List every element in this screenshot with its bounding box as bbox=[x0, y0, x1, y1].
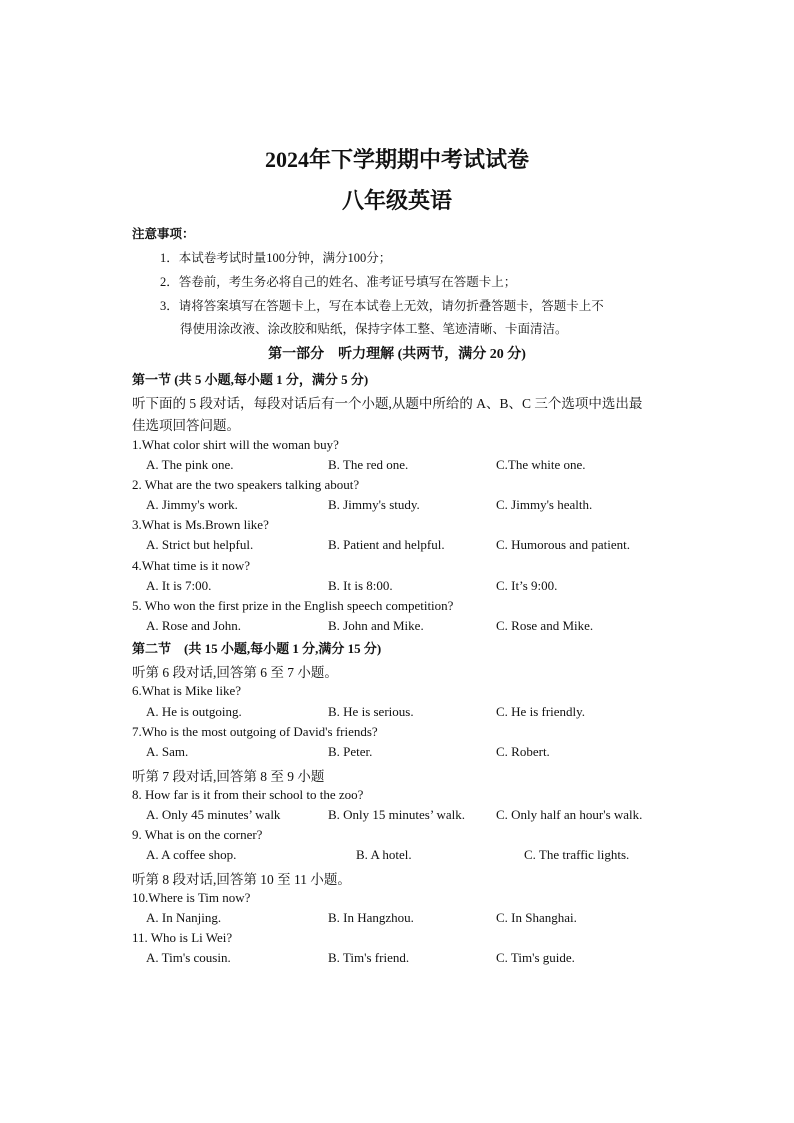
q6-option-b: B. He is serious. bbox=[328, 704, 414, 719]
question-3: 3.What is Ms.Brown like? bbox=[132, 517, 269, 532]
note-item-2: 2．答卷前，考生务必将自己的姓名、准考证号填写在答题卡上； bbox=[160, 275, 517, 289]
exam-subtitle: 八年级英语 bbox=[341, 188, 452, 213]
q6-option-a: A. He is outgoing. bbox=[146, 704, 242, 719]
q10-option-c: C. In Shanghai. bbox=[496, 910, 577, 925]
q3-option-c: C. Humorous and patient. bbox=[496, 537, 630, 552]
q3-option-a: A. Strict but helpful. bbox=[146, 537, 254, 552]
q5-option-c: C. Rose and Mike. bbox=[496, 618, 594, 633]
question-9: 9. What is on the corner? bbox=[132, 827, 263, 842]
part-one-heading: 第一部分 听力理解 (共两节，满分 20 分) bbox=[268, 347, 526, 362]
instruction-q6-7: 听第 6 段对话,回答第 6 至 7 小题。 bbox=[132, 665, 338, 680]
exam-title: 2024年下学期期中考试试卷 bbox=[264, 147, 529, 172]
instruction-q10-11: 听第 8 段对话,回答第 10 至 11 小题。 bbox=[132, 872, 351, 887]
q5-option-a: A. Rose and John. bbox=[146, 618, 241, 633]
q1-option-c: C.The white one. bbox=[496, 457, 586, 472]
q9-option-b: B. A hotel. bbox=[356, 847, 412, 862]
q11-option-a: A. Tim's cousin. bbox=[146, 950, 231, 965]
question-11: 11. Who is Li Wei? bbox=[132, 930, 233, 945]
question-8: 8. How far is it from their school to the zoo? bbox=[132, 787, 364, 802]
section-one-instruction-line2: 佳选项回答问题。 bbox=[132, 418, 240, 433]
q2-option-b: B. Jimmy's study. bbox=[328, 497, 420, 512]
question-4: 4.What time is it now? bbox=[132, 558, 251, 573]
q7-option-a: A. Sam. bbox=[146, 744, 189, 759]
q11-option-b: B. Tim's friend. bbox=[328, 950, 410, 965]
note-item-3: 3．请将答案填写在答题卡上，写在本试卷上无效，请勿折叠答题卡，答题卡上不 bbox=[160, 299, 604, 313]
note-item-3-cont: 得使用涂改液、涂改胶和贴纸，保持字体工整、笔迹清晰、卡面清洁。 bbox=[180, 322, 568, 336]
section-one-heading: 第一节 (共 5 小题,每小题 1 分，满分 5 分) bbox=[132, 372, 369, 387]
q8-option-c: C. Only half an hour's walk. bbox=[496, 807, 643, 822]
question-10: 10.Where is Tim now? bbox=[132, 890, 251, 905]
q8-option-b: B. Only 15 minutes’ walk. bbox=[328, 807, 465, 822]
q10-option-a: A. In Nanjing. bbox=[146, 910, 222, 925]
q7-option-b: B. Peter. bbox=[328, 744, 373, 759]
note-item-1: 1．本试卷考试时量100分钟，满分100分； bbox=[160, 251, 392, 265]
q8-option-a: A. Only 45 minutes’ walk bbox=[146, 807, 281, 822]
q3-option-b: B. Patient and helpful. bbox=[328, 537, 445, 552]
q9-option-c: C. The traffic lights. bbox=[524, 847, 630, 862]
question-2: 2. What are the two speakers talking about? bbox=[132, 477, 360, 492]
section-two-heading: 第二节 (共 15 小题,每小题 1 分,满分 15 分) bbox=[132, 641, 382, 656]
q11-option-c: C. Tim's guide. bbox=[496, 950, 575, 965]
q1-option-a: A. The pink one. bbox=[146, 457, 234, 472]
q1-option-b: B. The red one. bbox=[328, 457, 409, 472]
q2-option-a: A. Jimmy's work. bbox=[146, 497, 238, 512]
q4-option-a: A. It is 7:00. bbox=[146, 578, 212, 593]
q5-option-b: B. John and Mike. bbox=[328, 618, 424, 633]
section-one-instruction-line1: 听下面的 5 段对话，每段对话后有一个小题,从题中所给的 A、B、C 三个选项中选出最 bbox=[132, 396, 643, 411]
instruction-q8-9: 听第 7 段对话,回答第 8 至 9 小题 bbox=[132, 769, 325, 784]
q6-option-c: C. He is friendly. bbox=[496, 704, 586, 719]
notes-heading: 注意事项： bbox=[132, 227, 195, 241]
q10-option-b: B. In Hangzhou. bbox=[328, 910, 414, 925]
q9-option-a: A. A coffee shop. bbox=[146, 847, 237, 862]
question-5: 5. Who won the first prize in the English speech competition? bbox=[132, 598, 454, 613]
question-7: 7.Who is the most outgoing of David's friends? bbox=[132, 724, 378, 739]
question-1: 1.What color shirt will the woman buy? bbox=[132, 437, 339, 452]
q7-option-c: C. Robert. bbox=[496, 744, 550, 759]
q2-option-c: C. Jimmy's health. bbox=[496, 497, 593, 512]
q4-option-b: B. It is 8:00. bbox=[328, 578, 393, 593]
q4-option-c: C. It’s 9:00. bbox=[496, 578, 558, 593]
question-6: 6.What is Mike like? bbox=[132, 683, 242, 698]
